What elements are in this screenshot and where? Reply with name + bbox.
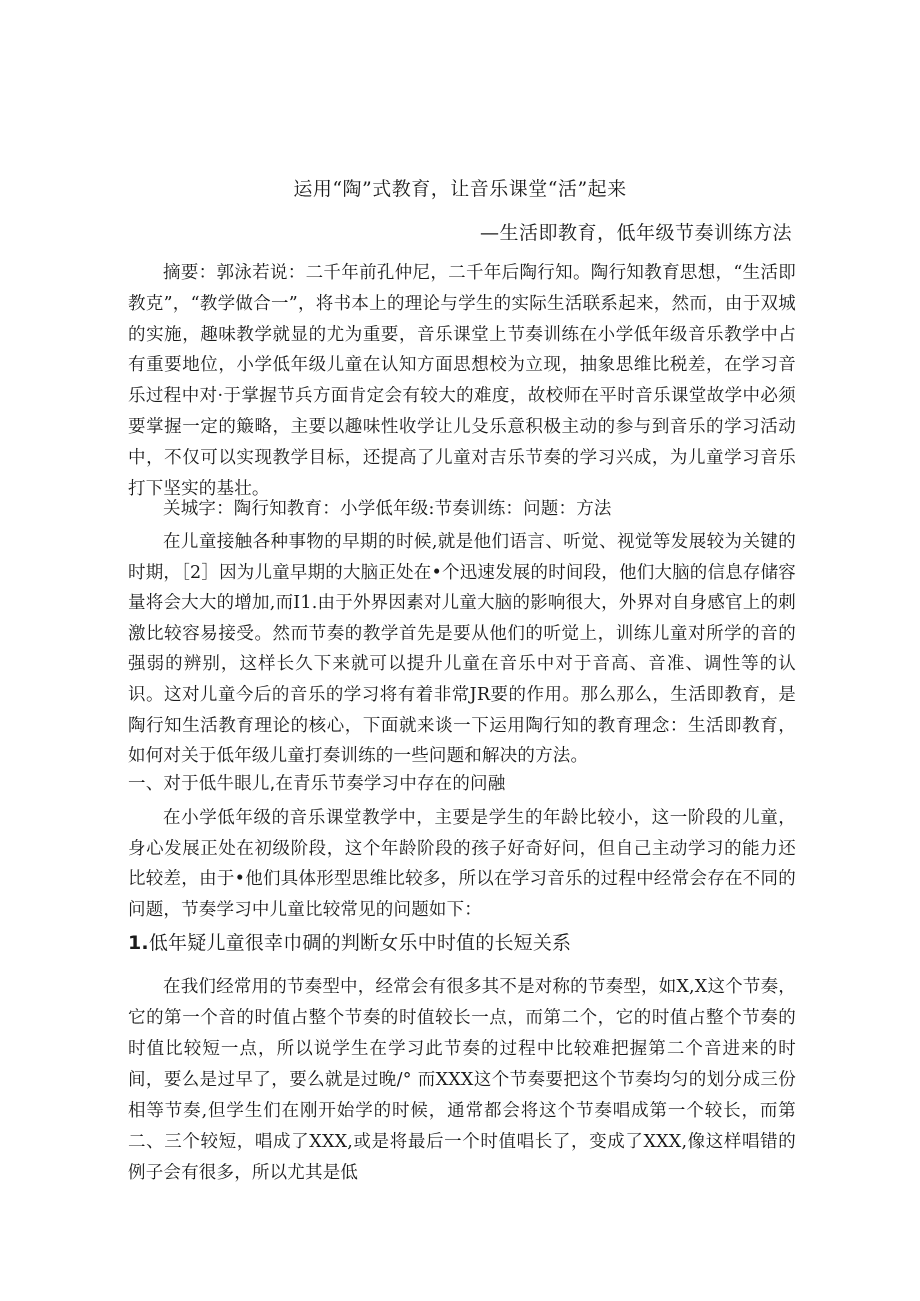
document-title: 运用“陶”式教育，让音乐课堂“活”起来 [293,178,627,200]
section-1-paragraph: 在小学低年级的音乐课堂教学中，主要是学生的年龄比较小，这一阶段的儿童，身心发展正处在初级阶段，这个年龄阶段的孩子好奇好问，但自己主动学习的能力还比较差，由于•他们具体形型思维比较多，所以在学习音乐的过程中经常会存在不同的问题，节奏学习中儿童比较常见的问题如下： [128,808,796,920]
document-subtitle: —生活即教育，低年级节奏训练方法 [479,222,792,244]
intro-paragraph: 在儿童接触各种事物的早期的时候,就是他们语言、听觉、视觉等发展较为关键的时期，［2］因为儿童早期的大脑正处在•个迅速发展的时间段，他们大脑的信息存储容量将会大大的增加,而I1.由于外界因素对儿童大脑的影响很大，外界对自身感官上的刺激比较容易接受。然而节奏的教学首先是要从他们的听觉上，训练儿童对所学的音的强弱的辨别，这样长久下来就可以提升儿童在音乐中对于音高、音准、调性等的认识。这对儿童今后的音乐的学习将有着非常JR要的作用。那么那么，生活即教育，是陶行知生活教育理论的核心，下面就来谈一下运用陶行知的教育理念：生活即教育，如何对关于低年级儿童打奏训练的一些问题和解决的方法。 [128,532,797,767]
keywords-line: 关城字：陶行知教育：小学低年级:节奏训练：问题：方法 [163,499,612,519]
abstract-paragraph: 摘要：郭泳若说：二千年前孔仲尼，二千年后陶行知。陶行知教育思想，“生活即教克”，“教学做合一”，将书本上的理论与学生的实际生活联系起来，然而，由于双城的实施，趣味教学就显的尤为重要，音乐课堂上节奏训练在小学低年级音乐教学中占有重要地位，小学低年级儿童在认知方面思想校为立现，抽象思维比税差，在学习音乐过程中对·于掌握节兵方面肯定会有较大的难度，故校师在平时音乐课堂故学中必须要掌握一定的簸略，主要以趣味性收学让儿殳乐意积极主动的参与到音乐的学习活动中，不仅可以实现教学目标，还提高了儿童对吉乐节奏的学习兴成，为儿童学习音乐打下坚实的基壮。 [128,263,796,499]
section-heading-1: 一、对于低牛眼儿,在青乐节奏学习中存在的问融 [128,774,506,794]
subsection-heading-1 [128,928,796,955]
subsection-title: 低年疑儿童很幸巾碉的判断女乐中时值的长短关系 [148,932,572,954]
subsection-number: 1. [128,932,149,954]
subsection-1-paragraph: 在我们经常用的节奏型中，经常会有很多其不是对称的节奏型，如X,X这个节奏，它的第一个音的时值占整个节奏的时值较长一点，而第二个，它的时值占整个节奏的时值比较短一点，所以说学生在学习此节奏的过程中比较难把握第二个音进来的时间，要么是过早了，要么就是过晚/° 而XXX这个节奏要把这个节奏均匀的划分成三份相等节奏,但学生们在刚开始学的时候，通常都会将这个节奏唱成第一个较长，而第二、三个较短，唱成了XXX,或是将最后一个时值唱长了，变成了XXX,像这样唱错的例子会有很多，所以尤其是低 [128,977,796,1183]
